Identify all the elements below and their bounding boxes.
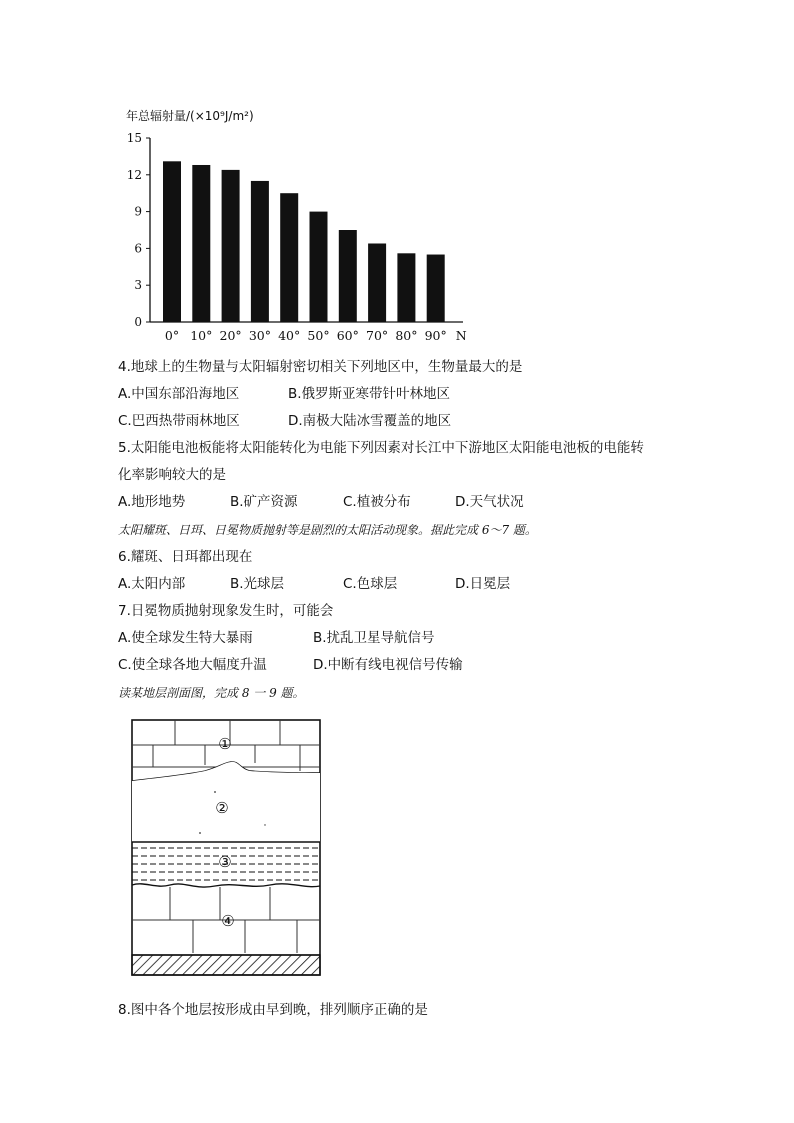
bar [427, 255, 445, 322]
bar [339, 230, 357, 322]
question-7-option-a: A.使全球发生特大暴雨 [118, 630, 253, 646]
strata-label-3: ③ [218, 853, 232, 871]
question-7-option-c: C.使全球各地大幅度升温 [118, 657, 267, 673]
y-tick-label: 15 [126, 131, 142, 145]
y-axis-label: 年总辐射量/(×10⁹J/m²) [126, 109, 254, 123]
x-tick-label: 80° [395, 328, 418, 343]
question-4-option-c: C.巴西热带雨林地区 [118, 413, 240, 429]
question-5-option-b: B.矿产资源 [230, 494, 298, 510]
x-tick-label: 90° [424, 328, 447, 343]
bar [310, 212, 328, 322]
question-4-option-d: D.南极大陆冰雪覆盖的地区 [288, 413, 452, 429]
question-5-stem-line1: 5.太阳能电池板能将太阳能转化为电能下列因素对长江中下游地区太阳能电池板的电能转 [118, 440, 644, 456]
basement-hatch [132, 955, 320, 975]
question-5-stem-line2: 化率影响较大的是 [118, 467, 226, 483]
question-6-option-a: A.太阳内部 [118, 576, 186, 592]
instruction-note-6-7: 太阳耀斑、日珥、日冕物质抛射等是剧烈的太阳活动现象。据此完成 6～7 题。 [118, 523, 537, 537]
x-tick-label: 50° [307, 328, 330, 343]
question-8-stem: 8.图中各个地层按形成由早到晚，排列顺序正确的是 [118, 1002, 428, 1018]
x-tick-label: 30° [248, 328, 271, 343]
question-4-option-a: A.中国东部沿海地区 [118, 386, 240, 402]
question-5-option-a: A.地形地势 [118, 494, 186, 510]
bar [192, 165, 210, 322]
strata-cross-section-diagram [125, 715, 325, 980]
bar [251, 181, 269, 322]
y-tick-label: 3 [134, 278, 142, 293]
question-6-option-b: B.光球层 [230, 576, 285, 592]
question-4-stem: 4.地球上的生物量与太阳辐射密切相关下列地区中，生物量最大的是 [118, 359, 523, 375]
x-tick-label: 20° [219, 328, 242, 343]
radiation-bar-chart [118, 100, 498, 345]
question-7-stem: 7.日冕物质抛射现象发生时，可能会 [118, 603, 334, 619]
y-tick-label: 6 [134, 241, 142, 256]
question-6-stem: 6.耀斑、日珥都出现在 [118, 549, 253, 565]
x-tick-label: 40° [278, 328, 301, 343]
x-tick-label: 60° [336, 328, 359, 343]
instruction-note-8-9: 读某地层剖面图，完成 8 一 9 题。 [118, 686, 305, 700]
question-7-option-d: D.中断有线电视信号传输 [313, 657, 463, 673]
x-tick-label: 0° [164, 328, 180, 343]
strata-label-4: ④ [221, 912, 235, 930]
x-axis-suffix: N [455, 328, 467, 343]
strata-label-2: ② [215, 799, 229, 817]
bar [368, 243, 386, 322]
bar [280, 193, 298, 322]
bar [163, 161, 181, 322]
question-7-option-b: B.扰乱卫星导航信号 [313, 630, 435, 646]
question-5-option-c: C.植被分布 [343, 494, 411, 510]
y-tick-label: 9 [134, 204, 142, 219]
question-5-option-d: D.天气状况 [455, 494, 524, 510]
bar [397, 253, 415, 322]
y-tick-label: 12 [126, 167, 142, 182]
question-4-option-b: B.俄罗斯亚寒带针叶林地区 [288, 386, 451, 402]
bar [222, 170, 240, 322]
question-6-option-d: D.日冕层 [455, 576, 511, 592]
question-6-option-c: C.色球层 [343, 576, 398, 592]
x-tick-label: 70° [366, 328, 389, 343]
y-tick-label: 0 [134, 315, 142, 329]
x-tick-label: 10° [190, 328, 213, 343]
strata-label-1: ① [218, 735, 232, 753]
